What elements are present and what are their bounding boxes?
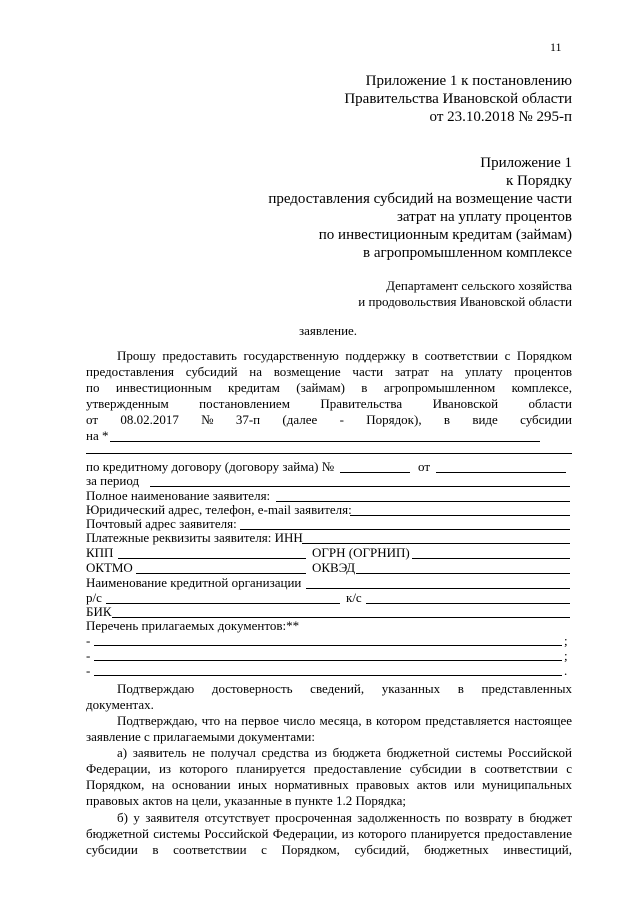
okved-field[interactable] xyxy=(356,573,570,574)
credit-agreement-label: по кредитному договору (договору займа) № xyxy=(86,459,335,474)
appendix-top-line2: Правительства Ивановской области xyxy=(344,91,572,107)
appendix-order-line5: по инвестиционным кредитам (займам) xyxy=(318,227,572,243)
bik-label: БИК xyxy=(86,604,112,619)
rs-label: р/с xyxy=(86,590,102,605)
oktmo-label: ОКТМО xyxy=(86,560,133,575)
addressee-line1: Департамент сельского хозяйства xyxy=(386,278,572,293)
item-b-line3: субсидии в соответствии с Порядком, субсидий, бюджетных инвестиций, xyxy=(86,842,572,857)
ks-field[interactable] xyxy=(366,603,570,604)
subsidy-label: на * xyxy=(86,428,109,443)
item-a-line3: Порядком, на основании иных нормативных правовых актов или муниципальных xyxy=(86,777,572,792)
appendix-order-line3: предоставления субсидий на возмещение части xyxy=(268,191,572,207)
credit-agreement-number-field[interactable] xyxy=(340,472,410,473)
postal-address-label: Почтовый адрес заявителя: xyxy=(86,516,237,531)
appendix-order-line4: затрат на уплату процентов xyxy=(396,209,572,225)
item-b-line2: бюджетной системы Российской Федерации, из которого планируется предоставление xyxy=(86,826,572,841)
ogrn-field[interactable] xyxy=(412,558,570,559)
subsidy-field[interactable] xyxy=(110,441,540,442)
document-heading: заявление. xyxy=(299,323,358,338)
credit-org-field[interactable] xyxy=(306,588,570,589)
confirm1-line2: документах. xyxy=(86,697,154,712)
oktmo-field[interactable] xyxy=(136,573,306,574)
kpp-field[interactable] xyxy=(118,558,306,559)
document-semicolon-2: ; xyxy=(564,648,568,663)
item-a-line2: Федерации, из которого планируется предоставление субсидии в соответствии с xyxy=(86,761,572,776)
legal-address-label: Юридический адрес, телефон, e-mail заявителя: xyxy=(86,502,352,517)
appendix-order-line6: в агропромышленном комплексе xyxy=(363,245,572,261)
inn-field[interactable] xyxy=(302,543,570,544)
intro-line5: от 08.02.2017 № 37-п (далее - Порядок), в виде субсидии xyxy=(86,412,572,427)
confirm2-line2: заявление с прилагаемыми документами: xyxy=(86,729,315,744)
intro-line3: по инвестиционным кредитам (займам) в агропромышленном комплексе, xyxy=(86,380,572,395)
rs-field[interactable] xyxy=(106,603,340,604)
document-field-1[interactable] xyxy=(94,645,562,646)
from-label: от xyxy=(418,459,431,474)
page-number: 11 xyxy=(550,40,562,54)
intro-line4: утвержденным постановлением Правительства Ивановской области xyxy=(86,396,572,411)
period-label: за период xyxy=(86,473,140,488)
confirm1-line1: Подтверждаю достоверность сведений, указанных в представленных xyxy=(117,681,572,696)
document-semicolon-1: ; xyxy=(564,633,568,648)
item-a-line1: а) заявитель не получал средства из бюджета бюджетной системы Российской xyxy=(117,745,572,760)
item-a-line4: правовых актов на цели, указанные в пункте 1.2 Порядка; xyxy=(86,793,406,808)
legal-address-field[interactable] xyxy=(350,515,570,516)
payment-details-label: Платежные реквизиты заявителя: ИНН xyxy=(86,530,303,545)
document-dash-1: - xyxy=(86,633,91,648)
appendix-order-line2: к Порядку xyxy=(506,173,572,189)
document-dash-3: - xyxy=(86,663,91,678)
credit-org-label: Наименование кредитной организации xyxy=(86,575,302,590)
addressee-line2: и продовольствия Ивановской области xyxy=(358,294,572,309)
document-dash-2: - xyxy=(86,648,91,663)
full-name-label: Полное наименование заявителя: xyxy=(86,488,271,503)
ks-label: к/с xyxy=(346,590,362,605)
appendix-top-line3: от 23.10.2018 № 295-п xyxy=(429,109,572,125)
okved-label: ОКВЭД xyxy=(312,560,356,575)
appendix-top-line1: Приложение 1 к постановлению xyxy=(365,73,572,89)
documents-label: Перечень прилагаемых документов:** xyxy=(86,618,300,633)
period-field[interactable] xyxy=(150,486,570,487)
ogrn-label: ОГРН (ОГРНИП) xyxy=(312,545,410,560)
intro-line2: предоставления субсидий на возмещение части затрат на уплату процентов xyxy=(86,364,572,379)
subsidy-field-cont[interactable] xyxy=(86,453,572,454)
document-field-2[interactable] xyxy=(94,660,562,661)
intro-line1: Прошу предоставить государственную поддержку в соответствии с Порядком xyxy=(117,348,572,363)
confirm2-line1: Подтверждаю, что на первое число месяца, в котором представляется настоящее xyxy=(117,713,572,728)
kpp-label: КПП xyxy=(86,545,114,560)
document-field-3[interactable] xyxy=(94,675,562,676)
credit-agreement-date-field[interactable] xyxy=(436,472,566,473)
appendix-order-line1: Приложение 1 xyxy=(480,155,572,171)
document-period-3: . xyxy=(564,663,568,678)
item-b-line1: б) у заявителя отсутствует просроченная задолженность по возврату в бюджет xyxy=(117,810,572,825)
